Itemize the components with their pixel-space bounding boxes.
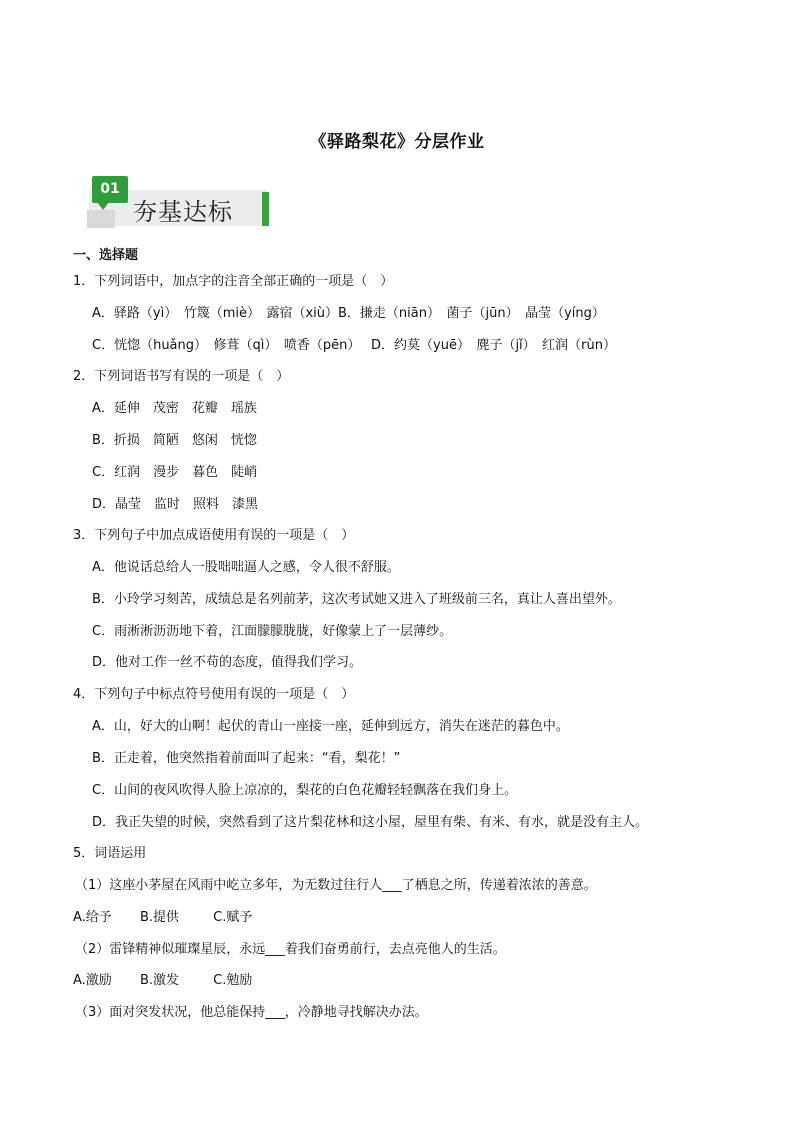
question-2-stem: 2．下列词语书写有误的一项是（ ） (73, 369, 290, 384)
question-1-options-line-1: A．驿路（yì） 竹篾（miè） 露宿（xiù）B．搛走（niān） 菌子（jūn） 晶莹（yíng） (92, 306, 605, 321)
part-heading: 一、选择题 (73, 248, 139, 263)
question-4-option-d: D．我正失望的时候，突然看到了这片梨花林和这小屋，屋里有柴、有米、有水，就是没有主人。 (92, 815, 649, 830)
question-5-sentence-2: （2）雷锋精神似璀璨星辰，永远___着我们奋勇前行，去点亮他人的生活。 (75, 942, 506, 957)
question-4-option-a: A．山，好大的山啊！起伏的青山一座接一座，延伸到远方，消失在迷茫的暮色中。 (92, 719, 569, 734)
banner-shadow (87, 210, 115, 228)
question-4-stem: 4．下列句子中标点符号使用有误的一项是（ ） (73, 687, 355, 702)
option-label: A.给予 (73, 910, 112, 925)
question-2-option-c: C．红润 漫步 暮色 陡峭 (92, 465, 258, 480)
question-2-option-a: A．延伸 茂密 花瓣 瑶族 (92, 401, 257, 416)
question-5-2-options (73, 973, 266, 989)
section-label: 夯基达标 (133, 198, 233, 226)
section-number-badge: 01 (92, 176, 128, 203)
question-3-option-c: C．雨淅淅沥沥地下着，江面朦朦胧胧，好像蒙上了一层薄纱。 (92, 624, 453, 639)
question-2-option-b: B．折损 简陋 悠闲 恍惚 (92, 433, 257, 448)
question-3-stem: 3．下列句子中加点成语使用有误的一项是（ ） (73, 528, 355, 543)
question-1-stem: 1．下列词语中，加点字的注音全部正确的一项是（ ） (73, 274, 394, 289)
option-label: B.提供 (139, 910, 180, 925)
document-title: 《驿路梨花》分层作业 (309, 132, 485, 152)
question-5-1-options (73, 910, 266, 926)
question-3-option-b: B．小玲学习刻苦，成绩总是名列前茅，这次考试她又进入了班级前三名，真让人喜出望外。 (92, 592, 621, 607)
option-label: A.激励 (73, 973, 112, 988)
question-2-option-d: D．晶莹 监时 照料 漆黑 (92, 497, 259, 512)
question-5-sentence-3: （3）面对突发状况，他总能保持___，冷静地寻找解决办法。 (75, 1005, 428, 1020)
question-1-options-line-2: C．恍惚（huǎng） 修葺（qì） 喷香（pēn） D．约莫（yuē） 麂子（jǐ） 红润（rùn） (92, 338, 616, 353)
question-5-sentence-1: （1）这座小茅屋在风雨中屹立多年，为无数过往行人___了栖息之所，传递着浓浓的善意。 (75, 878, 597, 893)
question-5-stem: 5．词语运用 (73, 846, 147, 861)
option-label: C.赋予 (213, 910, 253, 925)
section-banner (85, 174, 275, 228)
banner-accent-bar (262, 192, 269, 226)
question-3-option-d: D．他对工作一丝不苟的态度，值得我们学习。 (92, 655, 363, 670)
badge-tail-shape (97, 202, 109, 210)
question-4-option-b: B．正走着，他突然指着前面叫了起来：“看，梨花！” (92, 751, 401, 766)
option-label: B.激发 (139, 973, 180, 988)
question-4-option-c: C．山间的夜风吹得人脸上凉凉的，梨花的白色花瓣轻轻飘落在我们身上。 (92, 783, 518, 798)
question-3-option-a: A．他说话总给人一股咄咄逼人之感，令人很不舒服。 (92, 560, 400, 575)
option-label: C.勉励 (213, 973, 253, 988)
